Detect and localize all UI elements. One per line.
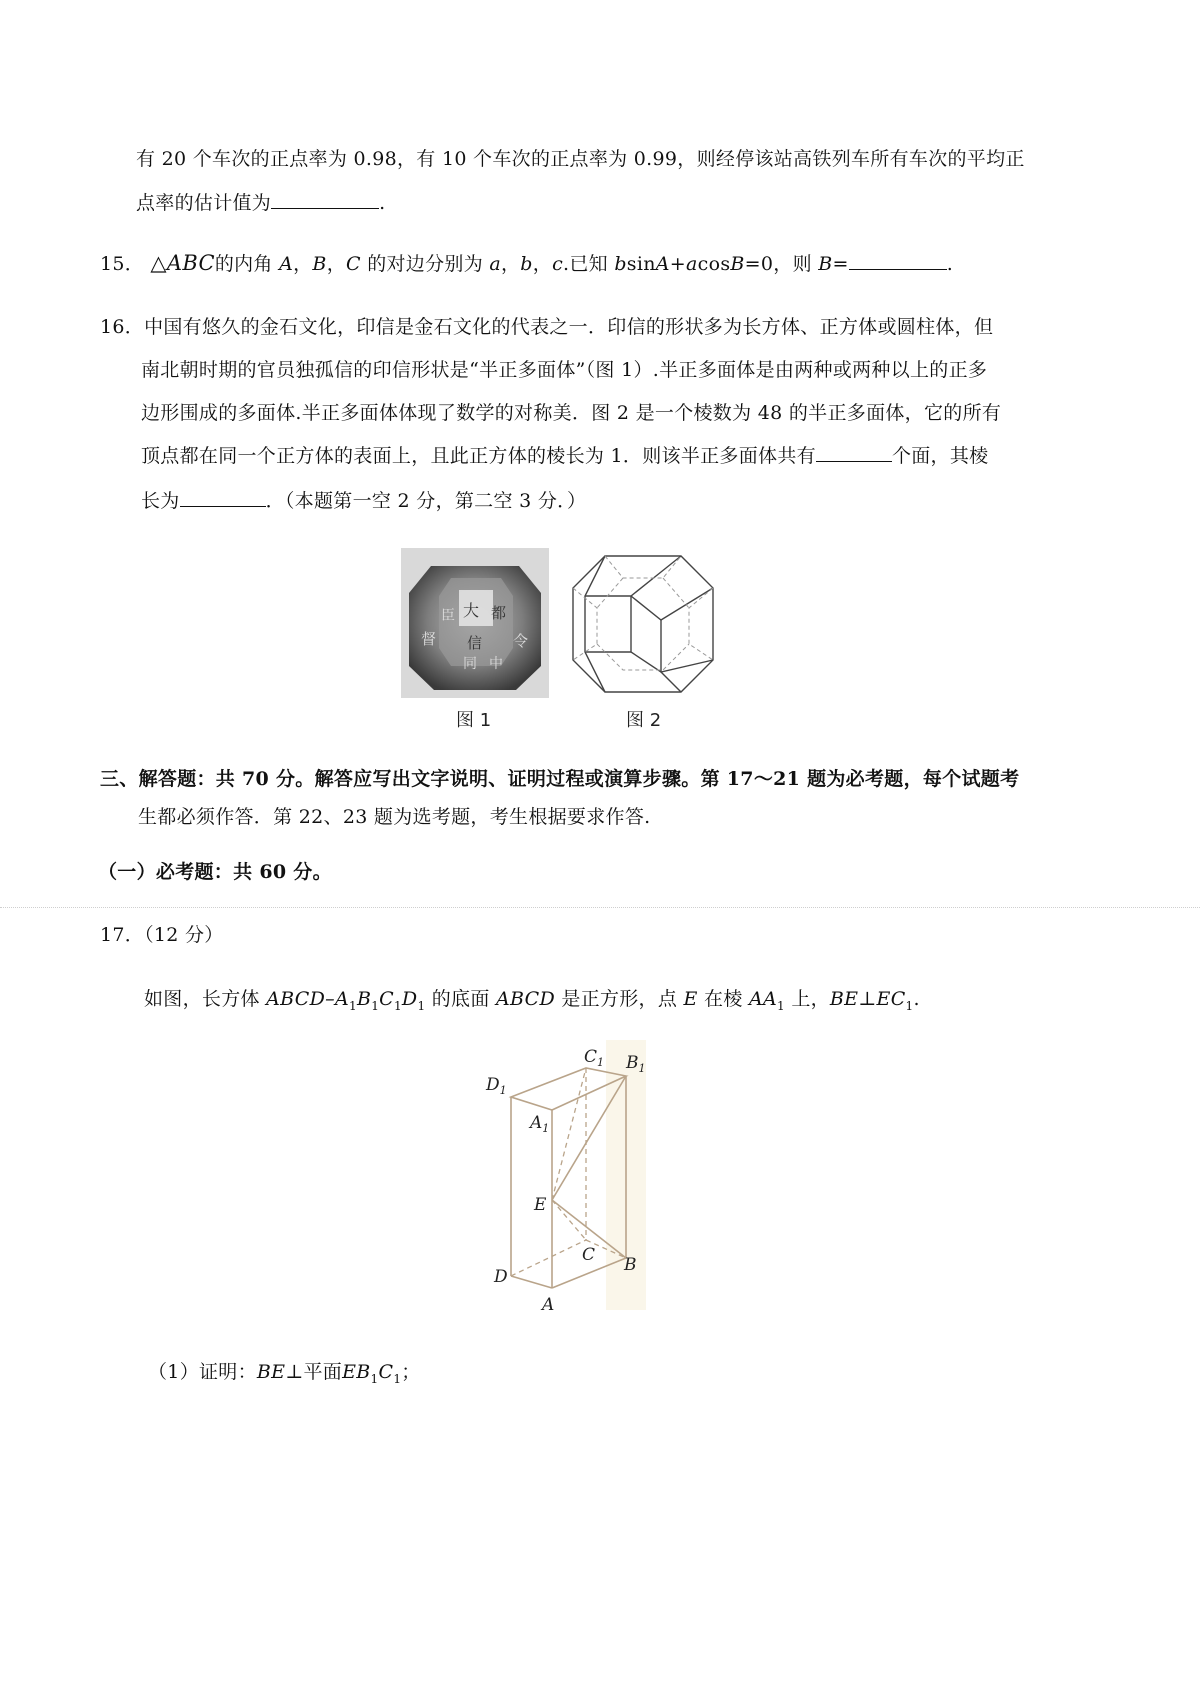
label-A: A (542, 1295, 555, 1315)
q15-number: 15． (100, 253, 145, 275)
q16-text: ．（本题第一空 2 分，第二空 3 分．） (265, 490, 587, 512)
subscript: 1 (371, 998, 380, 1013)
q16-text: 个面，其棱 (891, 445, 989, 467)
eq-zero: =0，则 (744, 253, 812, 275)
q14-line1: 有 20 个车次的正点率为 0.98，有 10 个车次的正点率为 0.99，则经停该站高铁列车所有车次的平均正 (136, 148, 1025, 170)
q16-text: 长为 (141, 490, 180, 512)
answer-blank-edge (180, 488, 266, 507)
equation (614, 253, 812, 275)
seal-character: 中 (489, 656, 503, 672)
segment-BE: BE (829, 988, 859, 1010)
perp-plane-text: ⊥平面 (285, 1361, 343, 1383)
q17-number: 17． (100, 924, 145, 946)
subscript: 1 (370, 1371, 379, 1386)
seal-image (401, 548, 549, 698)
seal-character: 大 (463, 601, 480, 620)
seal-character: 督 (421, 630, 437, 648)
seal-character: 臣 (441, 608, 455, 624)
q15-text: .已知 (563, 253, 608, 275)
semicolon: ； (401, 1361, 421, 1383)
q15 (100, 249, 953, 276)
period: . (913, 988, 920, 1010)
figure-2-caption: 图 2 (626, 710, 662, 731)
q17-text: 如图，长方体 (144, 988, 260, 1010)
q16-line2: 南北朝时期的官员独孤信的印信形状是“半正多面体”（图 1）.半正多面体是由两种或两种以上的正多 (141, 359, 988, 381)
label-C: C (582, 1245, 596, 1265)
figure-1-seal (401, 548, 549, 698)
section-3-line2: 生都必须作答．第 22、23 题为选考题，考生根据要求作答. (138, 806, 651, 828)
var-A: A (279, 253, 294, 275)
equals: = (832, 253, 849, 275)
segment-BE: BE (256, 1361, 286, 1383)
comma: ， (500, 253, 521, 275)
q16-line4 (141, 441, 988, 468)
polyhedron-drawing (563, 548, 723, 706)
q16-text: 顶点都在同一个正方体的表面上，且此正方体的棱长为 1．则该半正多面体共有 (141, 445, 816, 467)
comma: ， (326, 253, 346, 275)
triangle-abc: △ABC (150, 251, 215, 275)
comma: ， (293, 253, 313, 275)
subscript: 1 (417, 998, 426, 1013)
subscript: 1 (393, 998, 402, 1013)
q17-text: 的底面 (431, 988, 490, 1010)
label-E: E (534, 1195, 547, 1215)
seal-character: 信 (467, 634, 483, 652)
edge-AA1: AA (748, 988, 778, 1010)
q14-end: . (379, 192, 386, 214)
q14-line2-text: 点率的估计值为 (136, 192, 272, 214)
page-divider (0, 907, 1200, 908)
q15-text: 的对边分别为 (367, 253, 483, 275)
label-D1: $D_1$ (486, 1075, 507, 1097)
q16-number: 16． (100, 316, 145, 338)
part-1-title: （一）必考题：共 60 分。 (98, 861, 332, 883)
period: . (946, 253, 954, 275)
q16-line1 (100, 312, 993, 339)
subscript: 1 (905, 998, 914, 1013)
answer-blank (271, 190, 379, 209)
eq-plus: + (669, 253, 687, 275)
q15-text: 的内角 (214, 253, 273, 275)
q17-part1 (148, 1357, 421, 1386)
vertex-C: C (379, 988, 394, 1010)
label-D: D (494, 1267, 508, 1287)
seal-character: 令 (513, 632, 529, 650)
eq-B: B (730, 253, 745, 275)
var-B: B (312, 253, 327, 275)
q17-text: 在棱 (704, 988, 743, 1010)
vertex-D: D (401, 988, 418, 1010)
comma: ， (532, 253, 553, 275)
plane-C: C (378, 1361, 394, 1383)
q17-stem (144, 984, 920, 1013)
eq-A: A (655, 253, 670, 275)
q17-header (100, 920, 224, 947)
vertex-B: B (356, 988, 372, 1010)
perp-symbol: ⊥ (858, 988, 877, 1010)
subscript: 1 (393, 1371, 402, 1386)
q16-text: 中国有悠久的金石文化，印信是金石文化的代表之一．印信的形状多为长方体、正方体或圆柱体，但 (144, 316, 994, 338)
label-A1: $A_1$ (530, 1113, 550, 1135)
segment-EC1: EC (876, 988, 906, 1010)
part-label: （1）证明： (148, 1361, 257, 1383)
label-B: B (624, 1255, 637, 1275)
point-E: E (683, 988, 698, 1010)
q14-line2 (136, 188, 385, 215)
section-3-line1: 三、解答题：共 70 分。解答应写出文字说明、证明过程或演算步骤。第 17～21 题为必考题，每个试题考 (100, 768, 1020, 790)
label-C1: $C_1$ (584, 1047, 605, 1069)
figure-prism (478, 1040, 658, 1316)
answer-blank-faces (816, 443, 892, 462)
eq-sin: sin (626, 253, 656, 275)
eq-a: a (686, 253, 698, 275)
var-c: c (552, 253, 564, 275)
eq-b: b (614, 253, 627, 275)
q16-line5 (141, 486, 586, 513)
solid-name: ABCD–A (266, 988, 349, 1010)
q16-line3: 边形围成的多面体.半正多面体体现了数学的对称美．图 2 是一个棱数为 48 的半正多面体，它的所有 (141, 402, 1002, 424)
figure-1-caption: 图 1 (456, 710, 492, 731)
base-name: ABCD (496, 988, 556, 1010)
q17-text: 上， (791, 988, 830, 1010)
figure-2-polyhedron (563, 548, 723, 706)
answer-blank (849, 251, 947, 270)
seal-character: 都 (491, 604, 507, 622)
eq-cos: cos (697, 253, 731, 275)
label-B1: $B_1$ (626, 1053, 646, 1075)
answer-var-B: B (818, 253, 833, 275)
var-C: C (346, 253, 361, 275)
q17-text: 是正方形，点 (561, 988, 678, 1010)
subscript: 1 (349, 998, 357, 1013)
var-a: a (489, 253, 501, 275)
q17-score: （12 分） (144, 924, 224, 946)
plane-EB: EB (342, 1361, 371, 1383)
var-b: b (520, 253, 533, 275)
seal-character: 同 (463, 656, 477, 672)
subscript: 1 (777, 998, 785, 1013)
prism-drawing (478, 1040, 658, 1316)
